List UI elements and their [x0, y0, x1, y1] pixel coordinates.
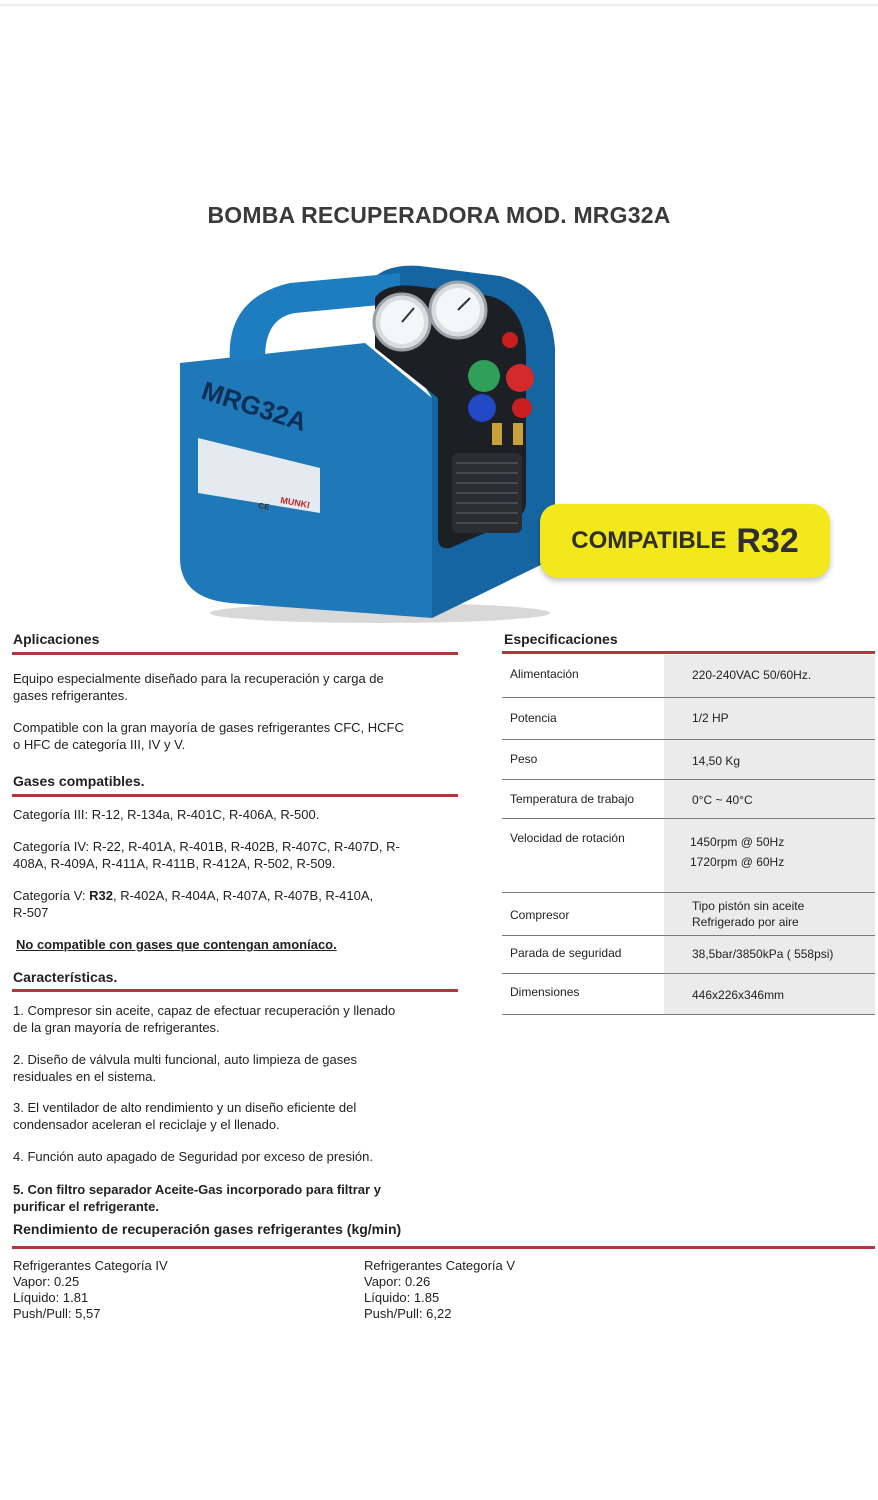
spec-row	[502, 698, 875, 740]
rendimiento-cat5	[364, 1258, 515, 1322]
especificaciones-rule	[502, 651, 875, 654]
cat5-pushpull: Push/Pull: 6,22	[364, 1306, 452, 1321]
page-title: BOMBA RECUPERADORA MOD. MRG32A	[207, 202, 671, 228]
spec-label: Peso	[510, 752, 538, 766]
cat5-title: Refrigerantes Categoría V	[364, 1258, 516, 1273]
cat5-liquido: Líquido: 1.85	[364, 1290, 440, 1305]
spec-row	[502, 974, 875, 1015]
spec-label: Potencia	[510, 711, 557, 725]
aplicaciones-heading: Aplicaciones	[13, 631, 100, 647]
caracteristica-5: 5. Con filtro separador Aceite-Gas incorporado para filtrar y purificar el refrigerante.	[13, 1182, 381, 1214]
cat4-vapor: Vapor: 0.25	[13, 1274, 80, 1289]
caracteristica-3: 3. El ventilador de alto rendimiento y un diseño eficiente del condensador aceleran el reciclaje y el llenado.	[13, 1100, 357, 1132]
rendimiento-cat4	[13, 1258, 168, 1322]
brand-label: MUNKI	[279, 495, 311, 511]
spec-row	[502, 893, 875, 936]
especificaciones-heading: Especificaciones	[504, 631, 618, 647]
cat4-title: Refrigerantes Categoría IV	[13, 1258, 168, 1273]
gases-cat4: Categoría IV: R-22, R-401A, R-401B, R-402B, R-407C, R-407D, R- 408A, R-409A, R-411A, R-411B, R-412A, R-502, R-509.	[13, 839, 400, 871]
gases-heading: Gases compatibles.	[13, 773, 145, 789]
spec-value: 1450rpm @ 50Hz 1720rpm @ 60Hz	[664, 819, 875, 892]
spec-label: Dimensiones	[510, 985, 580, 999]
spec-label: Temperatura de trabajo	[510, 792, 635, 806]
model-label: MRG32A	[198, 375, 311, 438]
gases-cat3: Categoría III: R-12, R-134a, R-401C, R-406A, R-500.	[13, 807, 320, 822]
spec-label: Compresor	[510, 908, 570, 922]
spec-value: 220-240VAC 50/60Hz.	[664, 655, 875, 697]
spec-row	[502, 740, 875, 780]
not-compatible-note: No compatible con gases que contengan amoníaco.	[16, 937, 337, 952]
badge-refrigerant: R32	[736, 521, 799, 560]
gases-rule	[12, 794, 458, 797]
spec-label: Parada de seguridad	[510, 946, 622, 960]
specs-table	[502, 655, 875, 1015]
cat5-vapor: Vapor: 0.26	[364, 1274, 431, 1289]
rendimiento-rule	[12, 1246, 875, 1249]
spec-value: 1/2 HP	[664, 698, 875, 739]
cat4-liquido: Líquido: 1.81	[13, 1290, 89, 1305]
spec-value: 38,5bar/3850kPa ( 558psi)	[664, 936, 875, 973]
caracteristica-2: 2. Diseño de válvula multi funcional, auto limpieza de gases residuales en el sistema.	[13, 1052, 357, 1084]
rendimiento-heading: Rendimiento de recuperación gases refrigerantes (kg/min)	[13, 1221, 402, 1237]
spec-value: 446x226x346mm	[664, 974, 875, 1014]
spec-value: Tipo pistón sin aceite Refrigerado por aire	[664, 893, 875, 935]
gases-cat5: Categoría V: R32, R-402A, R-404A, R-407A, R-407B, R-410A, R-507	[13, 888, 374, 920]
spec-label: Alimentación	[510, 667, 579, 681]
cat4-pushpull: Push/Pull: 5,57	[13, 1306, 101, 1321]
caracteristica-4: 4. Función auto apagado de Seguridad por exceso de presión.	[13, 1149, 373, 1164]
caracteristicas-heading: Características.	[13, 969, 118, 985]
top-divider	[0, 4, 878, 6]
recovery-pump-image	[170, 258, 570, 628]
spec-value: 0°C ~ 40°C	[664, 780, 875, 818]
spec-row	[502, 655, 875, 698]
spec-row	[502, 936, 875, 974]
aplicaciones-paragraph-2: Compatible con la gran mayoría de gases refrigerantes CFC, HCFC o HFC de categoría III, IV y V.	[13, 720, 404, 752]
spec-value: 14,50 Kg	[664, 740, 875, 779]
caracteristicas-rule	[12, 989, 458, 992]
caracteristica-1: 1. Compresor sin aceite, capaz de efectuar recuperación y llenado de la gran mayoría de refrigerantes.	[13, 1003, 396, 1035]
ce-mark: CE	[257, 501, 271, 512]
spec-label: Velocidad de rotación	[510, 831, 625, 845]
spec-row	[502, 780, 875, 819]
compatible-r32-badge	[540, 504, 830, 578]
spec-row	[502, 819, 875, 893]
aplicaciones-rule	[12, 652, 458, 655]
aplicaciones-paragraph-1: Equipo especialmente diseñado para la recuperación y carga de gases refrigerantes.	[13, 671, 384, 703]
badge-text: COMPATIBLE	[571, 527, 727, 554]
